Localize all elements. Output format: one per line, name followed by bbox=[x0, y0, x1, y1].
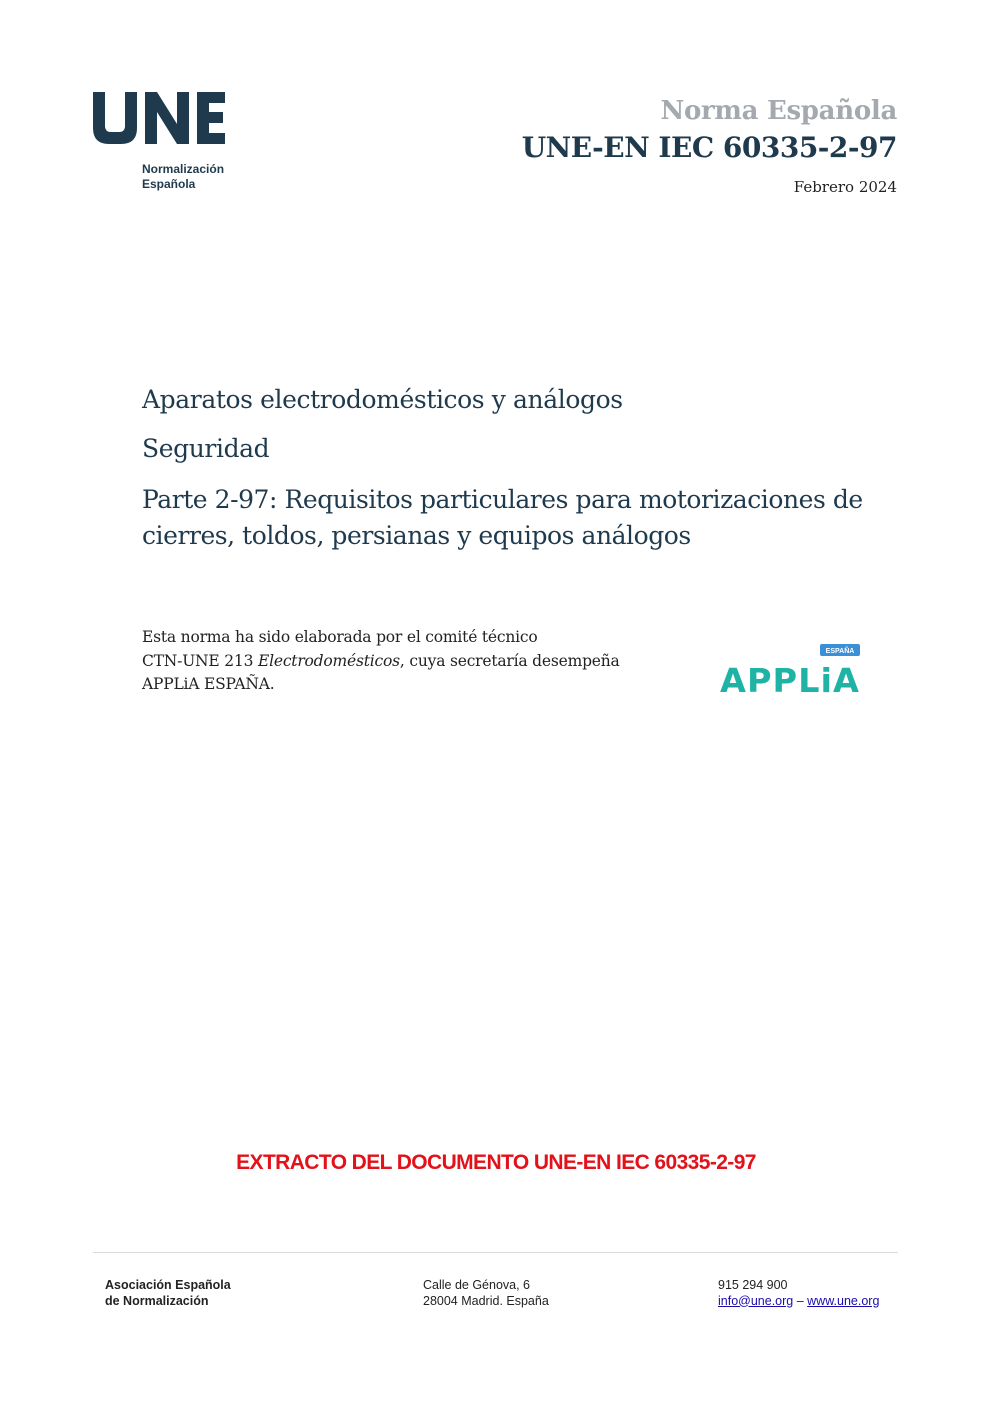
footer-links bbox=[718, 1294, 879, 1310]
footer-organization bbox=[105, 1278, 231, 1309]
une-logo-mark bbox=[93, 88, 253, 148]
standard-kind: Norma Española bbox=[660, 96, 897, 126]
committee-line-3: APPLiA ESPAÑA. bbox=[142, 675, 275, 693]
committee-code: CTN-UNE 213 bbox=[142, 651, 258, 670]
une-logo-subtitle bbox=[142, 162, 224, 192]
website-link[interactable]: www.une.org bbox=[807, 1293, 880, 1308]
footer-contact bbox=[718, 1278, 879, 1309]
title-line-2: Seguridad bbox=[142, 434, 270, 463]
footer-divider bbox=[93, 1252, 898, 1253]
title-line-1: Aparatos electrodomésticos y análogos bbox=[142, 385, 623, 414]
applia-logo-mark bbox=[720, 642, 865, 698]
committee-rest: , cuya secretaría desempeña bbox=[399, 651, 620, 670]
committee-line-2 bbox=[142, 650, 702, 674]
une-logo-line1: Normalización bbox=[142, 162, 225, 176]
footer-link-separator: – bbox=[793, 1293, 808, 1308]
applia-wordmark: APPLiA bbox=[720, 661, 860, 698]
extract-notice: EXTRACTO DEL DOCUMENTO UNE-EN IEC 60335-2-97 bbox=[236, 1151, 756, 1174]
applia-tag: ESPAÑA bbox=[825, 648, 855, 655]
title-line-3: Parte 2-97: Requisitos particulares para motorizaciones de cierres, toldos, persianas y equipos análogos bbox=[142, 485, 863, 550]
footer-phone: 915 294 900 bbox=[718, 1278, 788, 1292]
une-logo-line2: Española bbox=[142, 177, 196, 191]
footer-address bbox=[423, 1278, 549, 1309]
applia-logo bbox=[720, 642, 865, 698]
committee-name: Electrodomésticos bbox=[257, 651, 400, 670]
footer-org-line-2: de Normalización bbox=[105, 1293, 209, 1308]
publication-date: Febrero 2024 bbox=[793, 178, 897, 196]
standard-code: UNE-EN IEC 60335-2-97 bbox=[521, 131, 897, 164]
committee-line-1: Esta norma ha sido elaborada por el comité técnico bbox=[142, 628, 538, 646]
footer-addr-line-1: Calle de Génova, 6 bbox=[423, 1278, 531, 1292]
footer-addr-line-2: 28004 Madrid. España bbox=[423, 1293, 549, 1308]
committee-statement bbox=[142, 626, 702, 697]
footer-org-line-1: Asociación Española bbox=[105, 1278, 231, 1292]
email-link[interactable]: info@une.org bbox=[718, 1293, 794, 1308]
